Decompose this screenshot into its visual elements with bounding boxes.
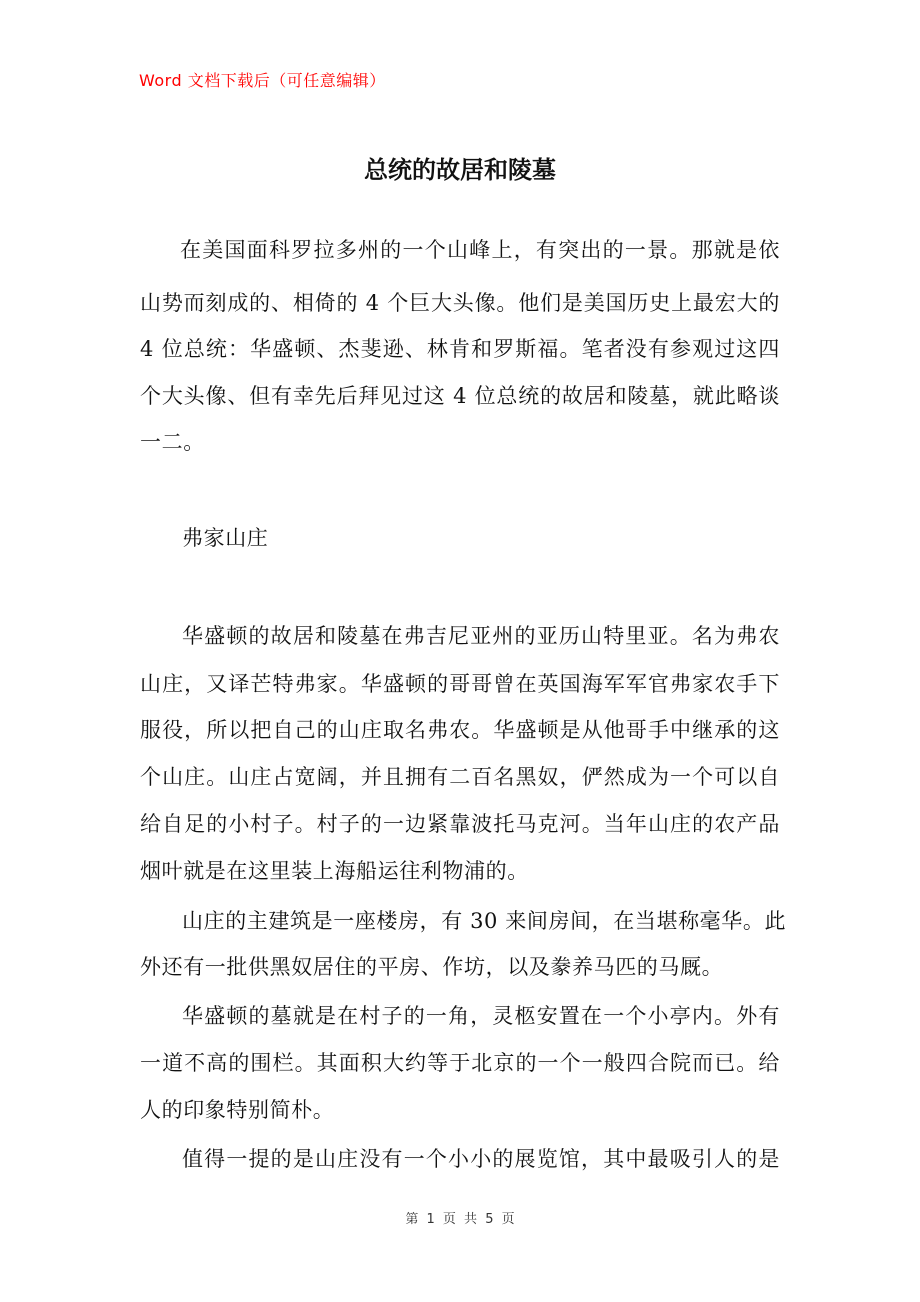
text-line: 山势而刻成的、相倚的 4 个巨大头像。他们是美国历史上最宏大的 [140, 291, 780, 315]
text-line: 烟叶就是在这里装上海船运往利物浦的。 [140, 859, 529, 883]
text-line: 给自足的小村子。村子的一边紧靠波托马克河。当年山庄的农产品 [140, 812, 780, 836]
text-line: 个山庄。山庄占宽阔，并且拥有二百名黑奴，俨然成为一个可以自 [140, 765, 780, 789]
document-title: 总统的故居和陵墓 [364, 156, 556, 184]
text-line: 弗家山庄 [182, 526, 269, 550]
text-line: 华盛顿的墓就是在村子的一角，灵柩安置在一个小亭内。外有 [182, 1004, 780, 1028]
text-line: 华盛顿的故居和陵墓在弗吉尼亚州的亚历山特里亚。名为弗农 [182, 624, 780, 648]
text-line: 一道不高的围栏。其面积大约等于北京的一个一般四合院而已。给 [140, 1051, 780, 1075]
text-line: 在美国面科罗拉多州的一个山峰上，有突出的一景。那就是依 [180, 238, 780, 262]
text-line: 一二。 [140, 430, 205, 454]
text-line: 个大头像、但有幸先后拜见过这 4 位总统的故居和陵墓，就此略谈 [140, 384, 780, 408]
text-line: 服役，所以把自己的山庄取名弗农。华盛顿是从他哥手中继承的这 [140, 718, 780, 742]
text-line: 山庄，又译芒特弗家。华盛顿的哥哥曾在英国海军军官弗家农手下 [140, 672, 780, 696]
text-line: 人的印象特别简朴。 [140, 1098, 335, 1122]
text-line: 外还有一批供黑奴居住的平房、作坊，以及豢养马匹的马厩。 [140, 955, 724, 979]
page-footer: 第 1 页 共 5 页 [405, 1212, 515, 1227]
download-note: Word 文档下载后（可任意编辑） [139, 71, 386, 90]
text-line: 值得一提的是山庄没有一个小小的展览馆，其中最吸引人的是 [182, 1147, 780, 1171]
text-line: 山庄的主建筑是一座楼房，有 30 来间房间，在当堪称毫华。此 [182, 909, 787, 933]
text-line: 4 位总统：华盛顿、杰斐逊、林肯和罗斯福。笔者没有参观过这四 [140, 337, 780, 361]
